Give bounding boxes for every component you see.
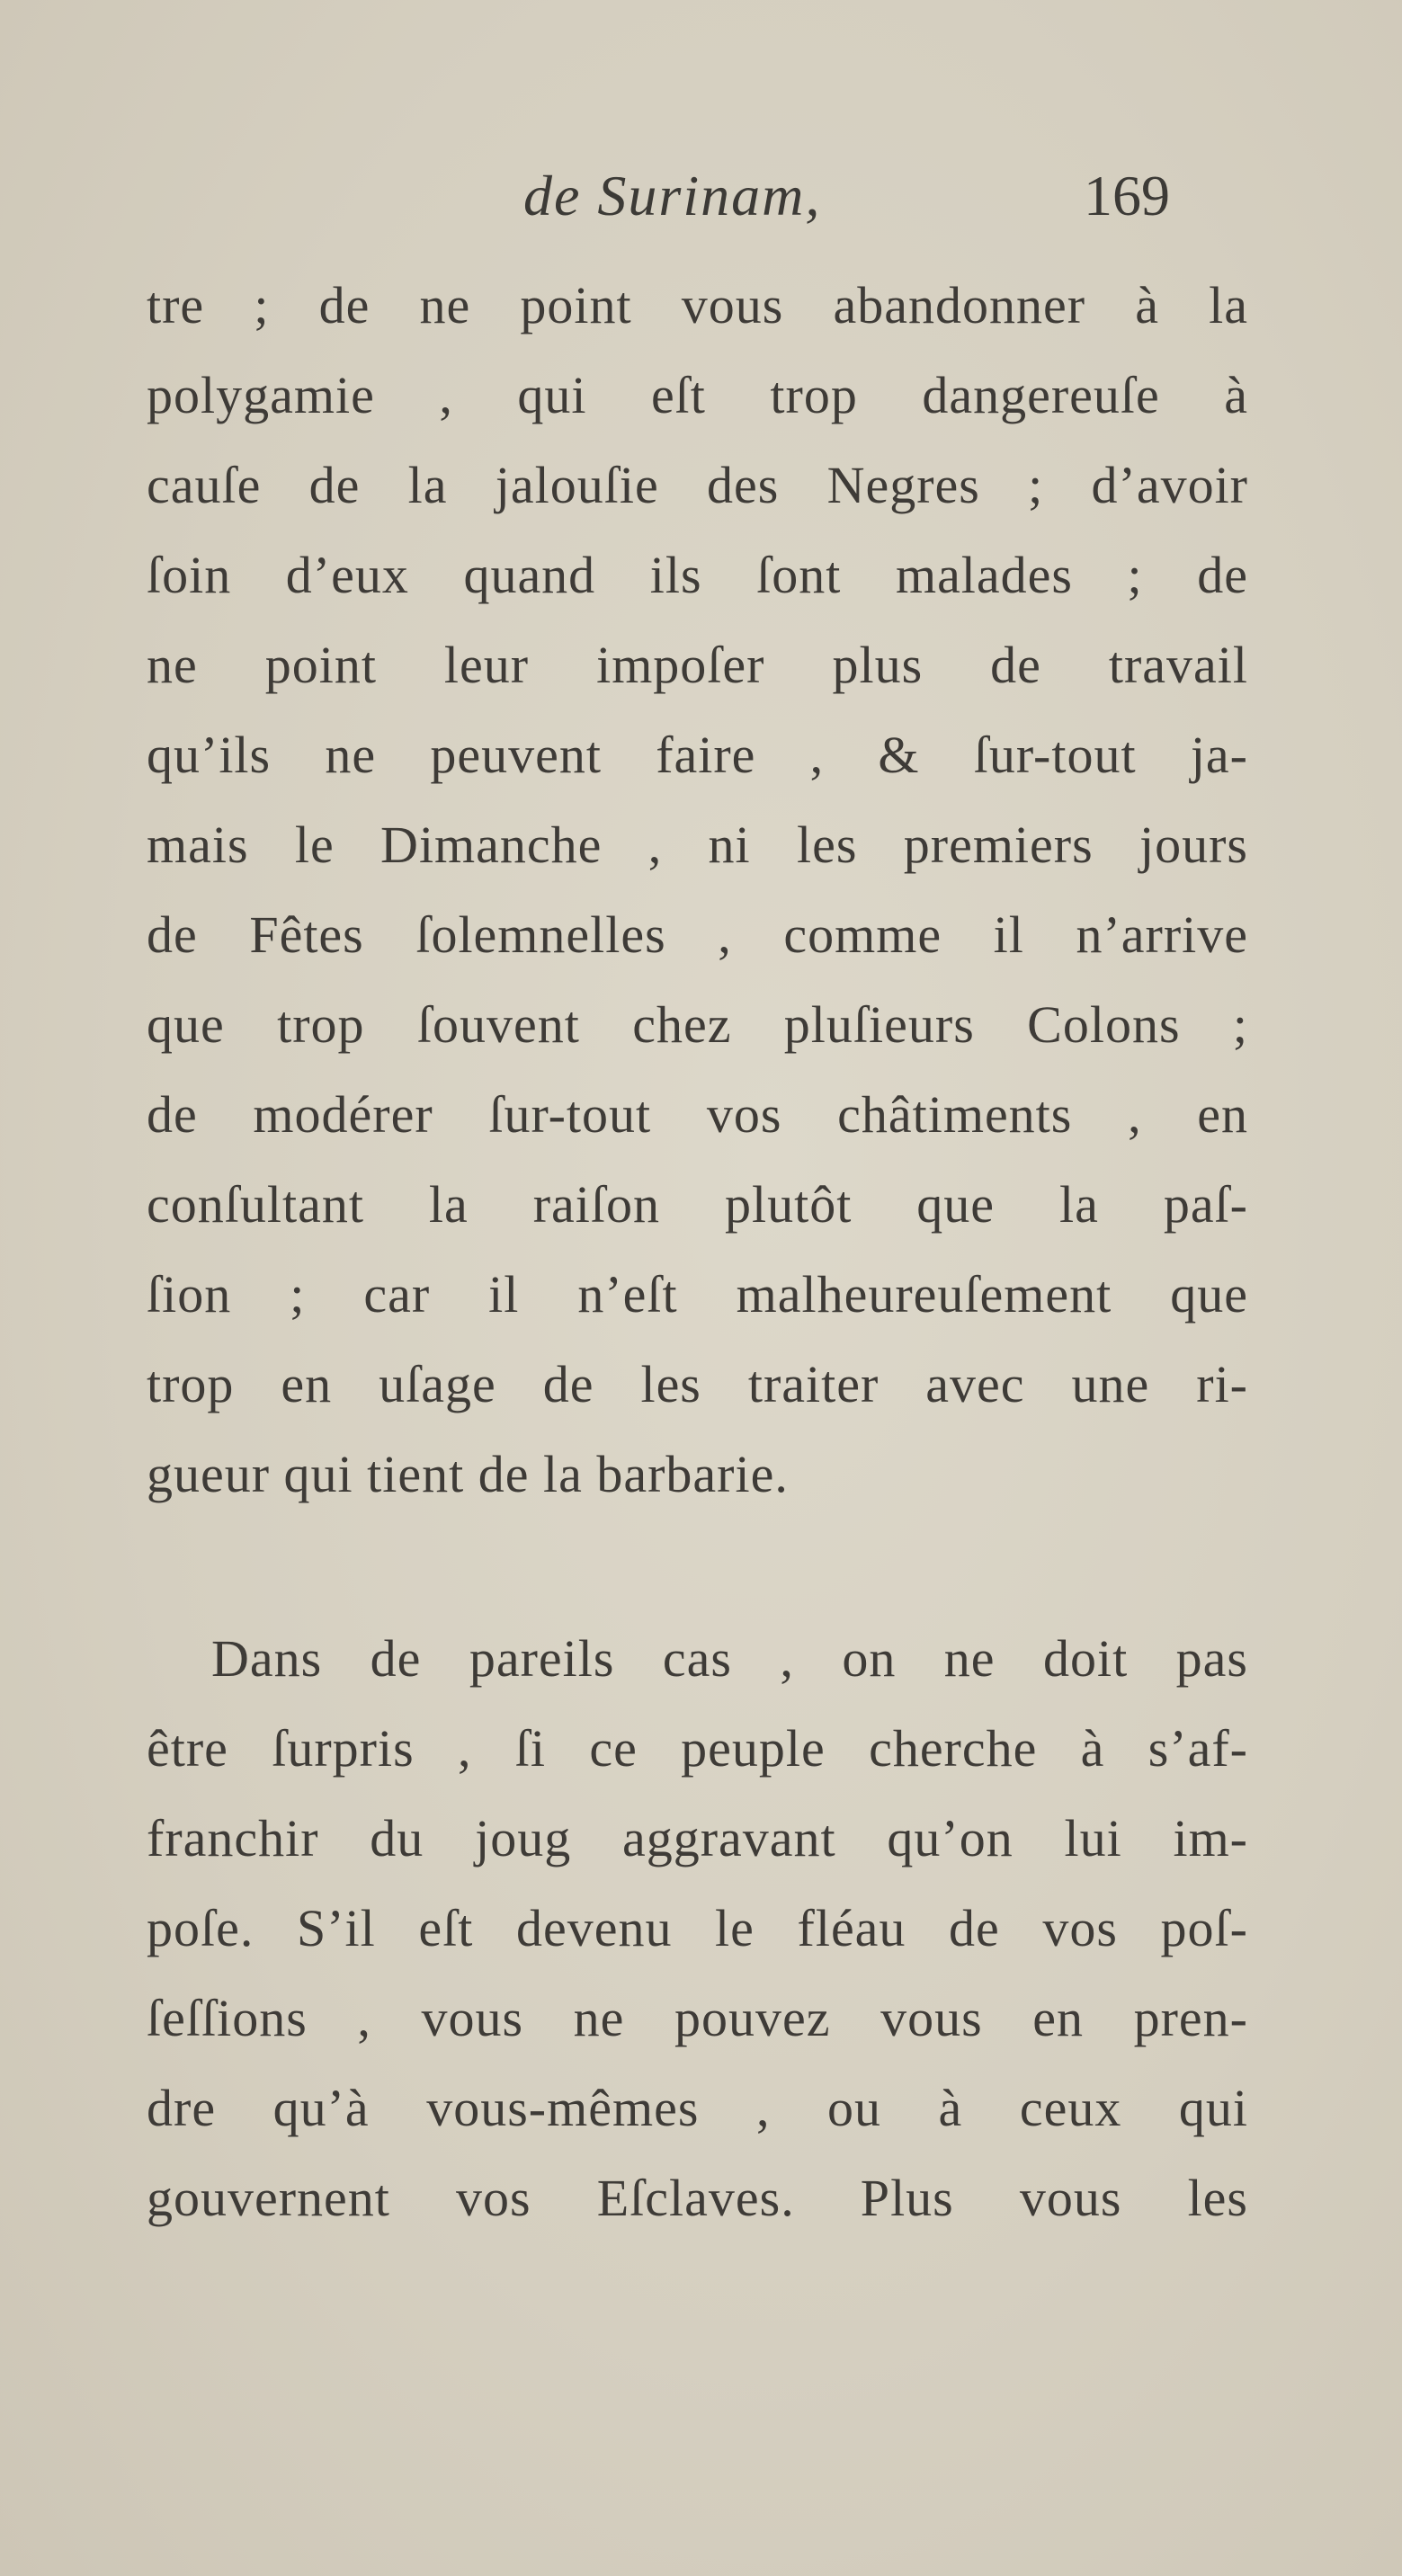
text-line: tre ; de ne point vous abandonner à la — [147, 276, 1248, 334]
text-line: poſe. S’il eſt devenu le fléau de vos poſ- — [147, 1899, 1248, 1957]
body-text — [147, 261, 1248, 2243]
text-line: cauſe de la jalouſie des Negres ; d’avoir — [147, 456, 1248, 514]
page-number: 169 — [1084, 164, 1170, 227]
text-line: ſeſſions , vous ne pouvez vous en pren- — [147, 1989, 1248, 2047]
text-line: être ſurpris , ſi ce peuple cherche à s’af- — [147, 1719, 1248, 1778]
text-line: polygamie , qui eſt trop dangereuſe à — [147, 366, 1248, 424]
text-line: qu’ils ne peuvent faire , & ſur-tout ja- — [147, 726, 1248, 784]
text-line: conſultant la raiſon plutôt que la paſ- — [147, 1175, 1248, 1234]
text-line: de modérer ſur-tout vos châtiments , en — [147, 1085, 1248, 1144]
text-line: mais le Dimanche , ni les premiers jours — [147, 816, 1248, 874]
running-head — [0, 160, 1402, 232]
text-line: ſion ; car il n’eſt malheureuſement que — [147, 1265, 1248, 1324]
text-line: trop en uſage de les traiter avec une ri- — [147, 1355, 1248, 1413]
text-line: de Fêtes ſolemnelles , comme il n’arrive — [147, 905, 1248, 964]
paragraph — [147, 261, 1248, 1520]
paragraph — [147, 1614, 1248, 2243]
text-line: ſoin d’eux quand ils ſont malades ; de — [147, 546, 1248, 604]
text-line: gouvernent vos Eſclaves. Plus vous les — [147, 2169, 1248, 2227]
paragraph-gap — [147, 1520, 1248, 1614]
running-title: de Surinam, — [523, 164, 822, 227]
text-line: gueur qui tient de la barbarie. — [147, 1445, 789, 1503]
text-line: dre qu’à vous-mêmes , ou à ceux qui — [147, 2079, 1248, 2137]
text-line: ne point leur impoſer plus de travail — [147, 636, 1248, 694]
text-line: franchir du joug aggravant qu’on lui im- — [147, 1809, 1248, 1867]
text-line: Dans de pareils cas , on ne doit pas — [211, 1629, 1248, 1688]
text-line: que trop ſouvent chez pluſieurs Colons ; — [147, 995, 1248, 1054]
